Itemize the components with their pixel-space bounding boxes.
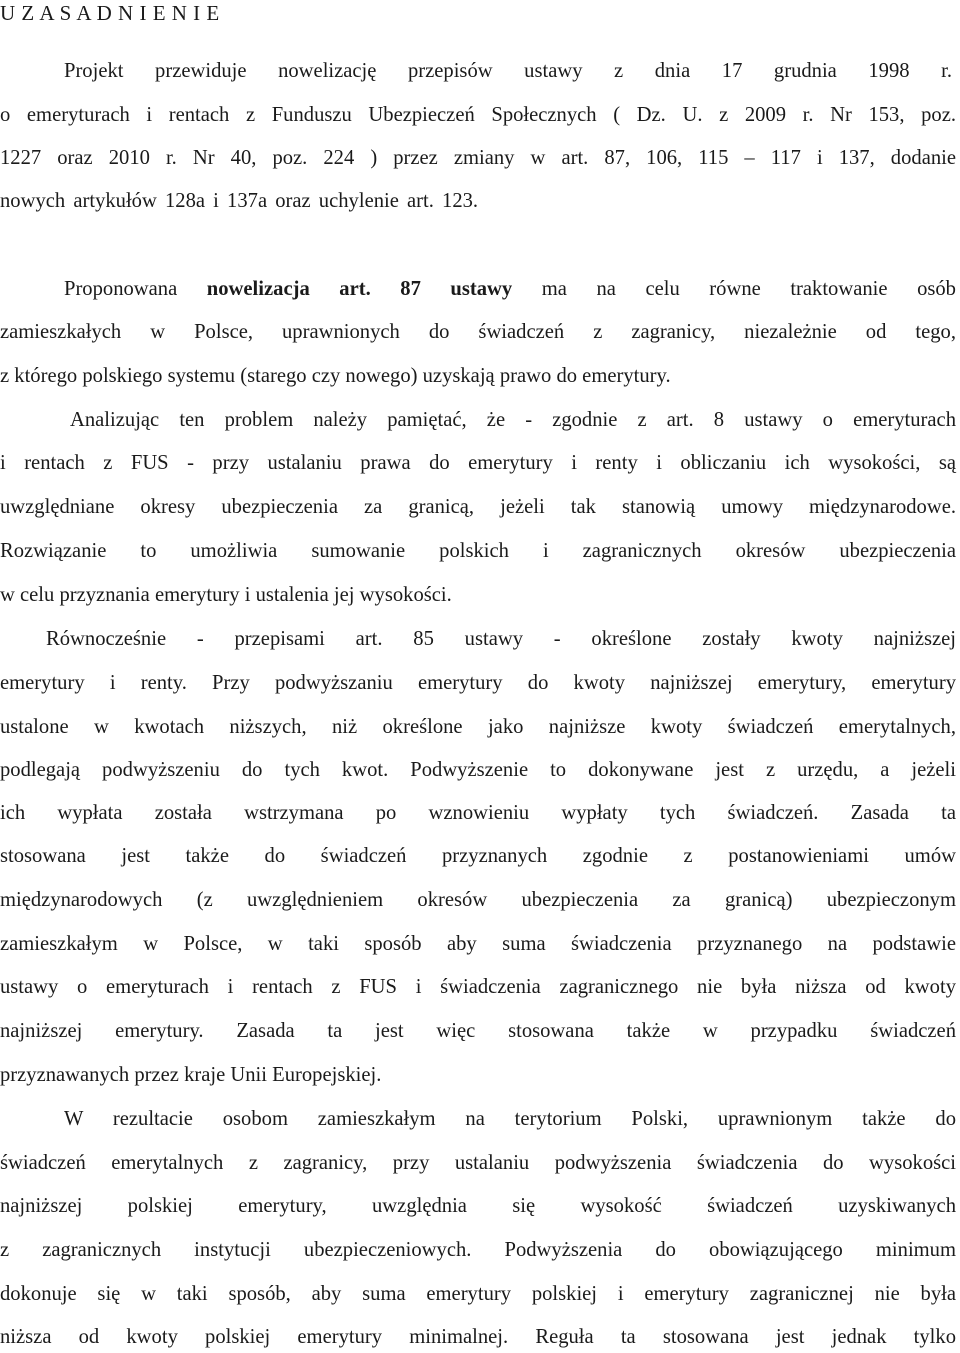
text-line: W rezultacie osobom zamieszkałym na terytorium Polski, uprawnionym także do bbox=[64, 1108, 956, 1130]
text-line: dokonuje się w taki sposób, aby suma emerytury polskiej i emerytury zagranicznej nie była bbox=[0, 1283, 956, 1305]
text-line: ustalone w kwotach niższych, niż określone jako najniższe kwoty świadczeń emerytalnych, bbox=[0, 716, 956, 738]
document-title: U Z A S A D N I E N I E bbox=[0, 1, 220, 25]
text-line: o emeryturach i rentach z Funduszu Ubezpieczeń Społecznych ( Dz. U. z 2009 r. Nr 153, poz. bbox=[0, 104, 956, 126]
text-line: uwzględniane okresy ubezpieczenia za granicą, jeżeli tak stanowią umowy międzynarodowe. bbox=[0, 496, 956, 518]
text-line: z którego polskiego systemu (starego czy nowego) uzyskają prawo do emerytury. bbox=[0, 365, 671, 387]
text-line: międzynarodowych (z uwzględnieniem okresów ubezpieczenia za granicą) ubezpieczonym bbox=[0, 889, 956, 911]
text-line: zamieszkałych w Polsce, uprawnionych do świadczeń z zagranicy, niezależnie od tego, bbox=[0, 321, 956, 343]
text-line: Projekt przewiduje nowelizację przepisów ustawy z dnia 17 grudnia 1998 r. bbox=[64, 60, 952, 82]
text-line: przyznawanych przez kraje Unii Europejskiej. bbox=[0, 1064, 382, 1086]
text-fragment: Proponowana bbox=[64, 278, 207, 300]
text-line: podlegają podwyższeniu do tych kwot. Podwyższenie to dokonywane jest z urzędu, a jeżeli bbox=[0, 759, 956, 781]
text-line: najniższej polskiej emerytury, uwzględnia się wysokość świadczeń uzyskiwanych bbox=[0, 1195, 956, 1217]
text-line: Analizując ten problem należy pamiętać, że - zgodnie z art. 8 ustawy o emeryturach bbox=[70, 409, 956, 431]
text-line: emerytury i renty. Przy podwyższaniu emerytury do kwoty najniższej emerytury, emerytury bbox=[0, 672, 956, 694]
text-line: 1227 oraz 2010 r. Nr 40, poz. 224 ) przez zmiany w art. 87, 106, 115 – 117 i 137, dodanie bbox=[0, 147, 956, 169]
text-line: Rozwiązanie to umożliwia sumowanie polskich i zagranicznych okresów ubezpieczenia bbox=[0, 540, 956, 562]
text-line: ustawy o emeryturach i rentach z FUS i świadczenia zagranicznego nie była niższa od kwoty bbox=[0, 976, 956, 998]
text-line: najniższej emerytury. Zasada ta jest więc stosowana także w przypadku świadczeń bbox=[0, 1020, 956, 1042]
text-line: Równocześnie - przepisami art. 85 ustawy - określone zostały kwoty najniższej bbox=[46, 628, 956, 650]
text-line: w celu przyznania emerytury i ustalenia jej wysokości. bbox=[0, 584, 452, 606]
text-line: niższa od kwoty polskiej emerytury minimalnej. Reguła ta stosowana jest jednak tylko bbox=[0, 1326, 956, 1348]
bold-fragment: nowelizacja art. 87 ustawy bbox=[206, 278, 513, 300]
text-line: ich wypłata została wstrzymana po wznowieniu wypłaty tych świadczeń. Zasada ta bbox=[0, 802, 956, 824]
text-line: nowych artykułów 128a i 137a oraz uchylenie art. 123. bbox=[0, 190, 479, 212]
text-line: stosowana jest także do świadczeń przyznanych zgodnie z postanowieniami umów bbox=[0, 845, 956, 867]
text-line-bold-mixed bbox=[64, 276, 956, 302]
text-fragment: ma na celu równe traktowanie osób bbox=[512, 278, 956, 300]
text-line: zamieszkałym w Polsce, w taki sposób aby suma świadczenia przyznanego na podstawie bbox=[0, 933, 956, 955]
text-line: i rentach z FUS - przy ustalaniu prawa do emerytury i renty i obliczaniu ich wysokości, są bbox=[0, 452, 956, 474]
text-line: z zagranicznych instytucji ubezpieczeniowych. Podwyższenia do obowiązującego minimum bbox=[0, 1239, 956, 1261]
text-line: świadczeń emerytalnych z zagranicy, przy ustalaniu podwyższenia świadczenia do wysokości bbox=[0, 1152, 956, 1174]
